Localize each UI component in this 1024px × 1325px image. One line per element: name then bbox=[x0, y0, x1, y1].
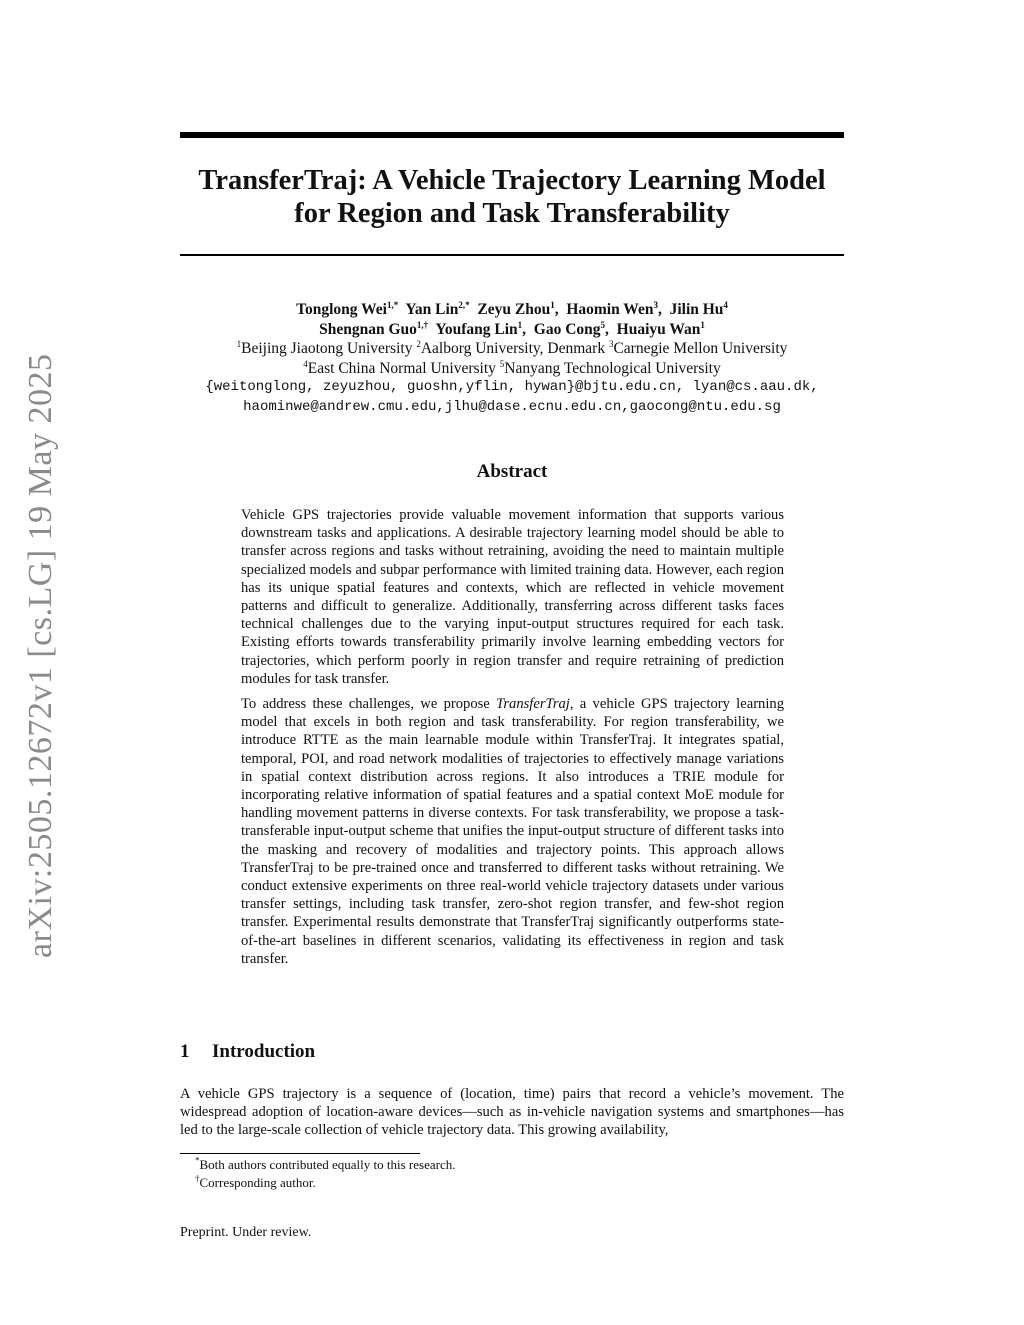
title-line-2: for Region and Task Transferability bbox=[294, 198, 730, 229]
affiliation-text: Nanyang Technological University bbox=[504, 359, 721, 377]
footnotes bbox=[195, 1156, 455, 1191]
abstract-p2-start: To address these challenges, we propose bbox=[241, 696, 497, 713]
author-name: Zeyu Zhou bbox=[477, 301, 551, 318]
author-sup: 1,† bbox=[416, 319, 429, 330]
author-sup: 3 bbox=[653, 299, 658, 310]
footnote-text: Both authors contributed equally to this research. bbox=[199, 1157, 456, 1172]
author-name: Yan Lin bbox=[405, 301, 459, 318]
author-line-1: Tonglong Wei$^{1,*}$ Yan Lin$^{2,*}$ Zeyu Zhou$^1$, Haomin Wen$^3$, Jilin Hu$^4$ bbox=[296, 299, 728, 318]
section-title: Introduction bbox=[212, 1041, 316, 1062]
author-name: Shengnan Guo bbox=[319, 320, 417, 338]
affiliation-sup: 5 bbox=[499, 358, 505, 369]
author-sup: 1 bbox=[550, 299, 555, 310]
affiliation-text: East China Normal University bbox=[307, 359, 500, 377]
affiliation-sup: 2 bbox=[416, 338, 421, 349]
abstract-body bbox=[241, 506, 784, 975]
author-sup: 5 bbox=[600, 319, 606, 330]
paper-title bbox=[180, 164, 844, 230]
section-number: 1 bbox=[180, 1041, 190, 1062]
model-name-emphasis: TransferTraj bbox=[496, 696, 570, 713]
affiliations-line-1 bbox=[150, 339, 874, 359]
author-name: Gao Cong bbox=[533, 320, 601, 338]
author-sup: 4 bbox=[723, 299, 728, 310]
author-name: Huaiyu Wan bbox=[616, 320, 701, 338]
author-name: Tonglong Wei bbox=[296, 301, 387, 318]
abstract-heading: Abstract bbox=[476, 461, 548, 482]
affiliation-sup: 4 bbox=[303, 358, 308, 369]
abstract-paragraph-1: Vehicle GPS trajectories provide valuable movement information that supports various downstream tasks and applications. A desirable trajectory learning model should be able to transfer across regions and tasks without retraining, avoiding the need to maintain multiple specialized models and subpar performance with limited training data. However, each region has its unique spatial features and contexts, which are reflected in vehicle movement patterns and difficult to generalize. Additionally, transferring across different tasks faces technical challenges due to the varying input-output structures required for each task. Existing efforts towards transferability primarily involve learning embedding vectors for trajectories, which perform poorly in region transfer and require retraining of prediction modules for task transfer. bbox=[241, 507, 784, 687]
section-heading-introduction bbox=[180, 1041, 315, 1063]
introduction-body bbox=[180, 1085, 844, 1140]
preprint-notice: Preprint. Under review. bbox=[180, 1225, 312, 1240]
arxiv-identifier: arXiv:2505.12672v1 [cs.LG] 19 May 2025 bbox=[22, 353, 59, 958]
affiliation-sup: 1 bbox=[236, 338, 242, 349]
affiliation-text: Aalborg University, Denmark bbox=[420, 340, 609, 357]
author-name: Youfang Lin bbox=[435, 320, 518, 338]
author-sup: 1 bbox=[517, 319, 523, 330]
author-block bbox=[150, 300, 874, 417]
footnote-2 bbox=[195, 1174, 455, 1192]
abstract-p2-rest: , a vehicle GPS trajectory learning model that excels in both region and task transferability. For region transferability, we introduce RTTE as the main learnable module within TransferTraj. It integrates spatial, temporal, POI, and road network modalities of trajectories to effectively manage variations in spatial context distribution across regions. It also introduces a TRIE module for incorporating relative information of spatial features and a spatial context MoE module for handling movement patterns in diverse contexts. For task transferability, we propose a task-transferable input-output scheme that unifies the input-output structure of different tasks into the masking and recovery of modalities and trajectory points. This approach allows TransferTraj to be pre-trained once and transferred to different tasks without retraining. We conduct extensive experiments on three real-world vehicle trajectory datasets under various transfer settings, including task transfer, zero-shot region transfer, and few-shot region transfer. Experimental results demonstrate that TransferTraj significantly outperforms state-of-the-art baselines in different scenarios, validating its effectiveness in region and task transfer. bbox=[241, 696, 784, 967]
title-bottom-rule bbox=[180, 254, 844, 256]
title-line-1: TransferTraj: A Vehicle Trajectory Learning Model bbox=[198, 165, 826, 196]
footnote-text: Corresponding author. bbox=[199, 1174, 316, 1190]
introduction-paragraph: A vehicle GPS trajectory is a sequence of (location, time) pairs that record a vehicle’s movement. The widespread adoption of location-aware devices—such as in-vehicle navigation systems and smartphones—has led to the large-scale collection of vehicle trajectory data. This growing availability, bbox=[180, 1086, 844, 1139]
affiliation-text: Carnegie Mellon University bbox=[613, 340, 788, 357]
author-sup: 1,* bbox=[386, 299, 399, 310]
author-sup: 2,* bbox=[458, 299, 470, 310]
affiliation-sup: 3 bbox=[608, 338, 614, 349]
author-name: Jilin Hu bbox=[669, 301, 724, 318]
author-line-2: Shengnan Guo$^{1,\dagger}$ Youfang Lin$^1$, Gao Cong$^5$, Huaiyu Wan$^1$ bbox=[319, 319, 705, 338]
emails-line-1: {weitonglong, zeyuzhou, guoshn,yflin, hywan}@bjtu.edu.cn, lyan@cs.aau.dk, bbox=[205, 379, 819, 395]
author-name: Haomin Wen bbox=[566, 301, 654, 318]
affiliation-text: Beijing Jiaotong University bbox=[241, 340, 417, 357]
footnote-1 bbox=[195, 1156, 455, 1174]
abstract-paragraph-2 bbox=[241, 695, 784, 968]
affiliations-line-2 bbox=[150, 359, 874, 379]
title-top-rule bbox=[180, 132, 844, 138]
author-sup: 1 bbox=[700, 319, 705, 330]
footnote-mark: * bbox=[195, 1155, 200, 1166]
footnote-rule bbox=[180, 1153, 420, 1154]
emails-line-2: haominwe@andrew.cmu.edu,jlhu@dase.ecnu.edu.cn,gaocong@ntu.edu.sg bbox=[243, 398, 781, 415]
footnote-mark: † bbox=[195, 1173, 200, 1184]
